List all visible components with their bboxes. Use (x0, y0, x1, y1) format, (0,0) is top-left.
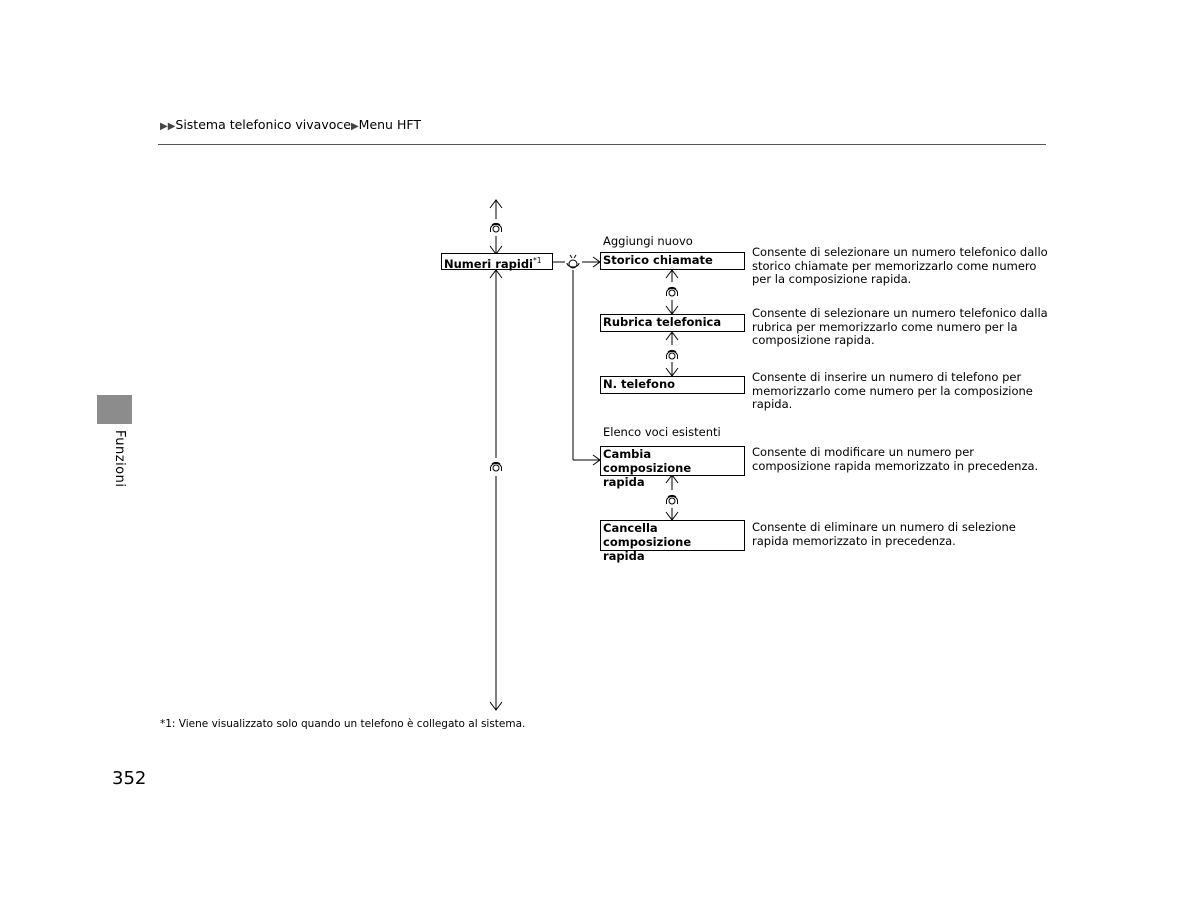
press-knob-icon (567, 255, 579, 268)
menu-box-storico-chiamate (600, 252, 745, 270)
menu-box-label: Rubrica telefonica (603, 315, 722, 329)
item-description: Consente di selezionare un numero telefonico dalla rubrica per memorizzarlo come numero per la composizione rapida. (752, 306, 1048, 347)
footnote-marker: *1 (533, 256, 542, 265)
menu-box-label: Cambia composizione rapida (603, 447, 692, 489)
breadcrumb-item: Sistema telefonico vivavoce (175, 117, 351, 132)
breadcrumb-item: Menu HFT (358, 117, 421, 132)
item-description: Consente di modificare un numero per composizione rapida memorizzato in precedenza. (752, 445, 1039, 473)
page-number: 352 (112, 768, 147, 789)
menu-box-n-telefono (600, 376, 745, 394)
menu-box-cancella-composizione (600, 520, 745, 563)
breadcrumb-arrow-icon: ▶ (350, 121, 359, 132)
menu-box-cambia-composizione (600, 446, 745, 489)
menu-box-numeri-rapidi (441, 253, 553, 270)
footnote: *1: Viene visualizzato solo quando un telefono è collegato al sistema. (160, 718, 526, 730)
menu-box-label: Numeri rapidi (444, 256, 533, 271)
group-label-existing: Elenco voci esistenti (603, 425, 721, 439)
menu-box-label: Cancella composizione rapida (603, 521, 692, 563)
group-label-add-new: Aggiungi nuovo (603, 234, 693, 248)
section-tab-label: Funzioni (112, 430, 127, 488)
menu-box-rubrica-telefonica (600, 314, 745, 332)
menu-box-label: Storico chiamate (603, 253, 713, 267)
item-description: Consente di selezionare un numero telefonico dallo storico chiamate per memorizzarlo come numero per la composizione rapida. (752, 245, 1048, 286)
menu-box-label: N. telefono (603, 377, 676, 391)
item-description: Consente di inserire un numero di telefono per memorizzarlo come numero per la composizione rapida. (752, 370, 1033, 411)
item-description: Consente di eliminare un numero di selezione rapida memorizzato in precedenza. (752, 520, 1016, 548)
breadcrumb-arrow-icon: ▶▶ (160, 121, 176, 132)
